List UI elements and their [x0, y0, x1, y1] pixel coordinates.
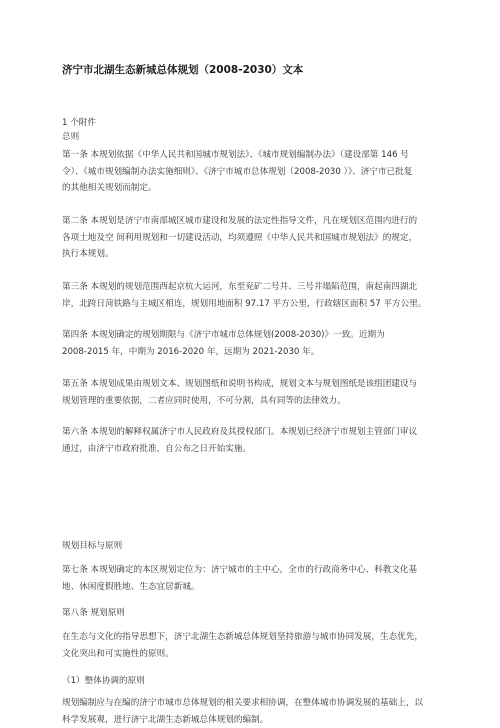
article-5-line-2: 规划管理的重要依据，二者应同时使用，不可分割，具有同等的法律效力。	[62, 393, 438, 410]
principle-intro	[62, 629, 438, 662]
article-1-line-2: 令）、《城市规划编制办法实施细则》、《济宁市城市总体规划（2008-2030 ）》、济宁市已批复	[62, 164, 438, 181]
article-2-line-2: 各项土地及空 间利用规划和一切建设活动，均须遵照《中华人民共和国城市规划法》的规定，	[62, 230, 438, 247]
article-6-line-1: 第六条 本规划的解释权属济宁市人民政府及其授权部门。本规划已经济宁市规划主管部门审议	[62, 424, 438, 441]
article-8-heading: 第八条 规划原则	[62, 607, 125, 619]
article-7-line-1: 第七条 本规划确定的本区规划定位为：济宁城市的主中心，全市的行政商务中心、科教文化基	[62, 562, 438, 579]
article-2-line-3: 执行本规划。	[62, 246, 438, 263]
article-6-line-2: 通过，由济宁市政府批准，自公布之日开始实施。	[62, 441, 438, 458]
article-3-line-1: 第三条 本规划的规划范围西起京杭大运河，东至兖矿二号井、三号井塌陷范围，南起南四湖北	[62, 279, 438, 296]
article-2-line-1: 第二条 本规划是济宁市南部城区城市建设和发展的法定性指导文件，凡在规划区范围内进行的	[62, 213, 438, 230]
section-heading-general: 总则	[62, 131, 79, 143]
article-5	[62, 376, 438, 409]
article-1-line-3: 的其他相关规划而制定。	[62, 180, 438, 197]
article-1	[62, 147, 438, 197]
article-4-line-2: 2008-2015 年，中期为 2016-2020 年，远期为 2021-2030 年。	[62, 344, 438, 361]
principle-one-line-1: 规划编制应与在编的济宁市城市总体规划的相关要求相协调，在整体城市协调发展的基础上，以	[62, 695, 438, 712]
article-3-line-2: 岸，北跨日菏铁路与主城区相连，规划用地面积 97.17 平方公里，行政辖区面积 57 平方公里。	[62, 296, 438, 313]
principle-intro-line-1: 在生态与文化的指导思想下，济宁北湖生态新城总体规划坚持旅游与城市协同发展，生态优先，	[62, 629, 438, 646]
article-4-line-1: 第四条 本规划确定的规划期限与《济宁市城市总体规划(2008-2030)》一致。近期为	[62, 327, 438, 344]
article-3	[62, 279, 438, 312]
section-heading-goals: 规划目标与原则	[62, 540, 122, 552]
article-6	[62, 424, 438, 457]
principle-one-heading: （1）整体协调的原则	[62, 675, 145, 687]
article-4	[62, 327, 438, 360]
article-7	[62, 562, 438, 595]
article-7-line-2: 地、休闲度假胜地、生态宜居新城。	[62, 579, 438, 596]
principle-intro-line-2: 文化突出和可实施性的原则。	[62, 646, 438, 663]
article-2	[62, 213, 438, 263]
article-1-line-1: 第一条 本规划依据《中华人民共和国城市规划法》、《城市规划编制办法》（建设部第 146 号	[62, 147, 438, 164]
article-5-line-1: 第五条 本规划成果由规划文本、规划图纸和说明书构成，规划文本与规划图纸是该组团建设与	[62, 376, 438, 393]
attachment-note[interactable]: 1 个附件	[62, 117, 96, 129]
document-title: 济宁市北湖生态新城总体规划（2008-2030）文本	[62, 62, 442, 77]
principle-one-line-2: 科学发展观，进行济宁北湖生态新城总体规划的编制。	[62, 712, 438, 728]
principle-one-text	[62, 695, 438, 728]
